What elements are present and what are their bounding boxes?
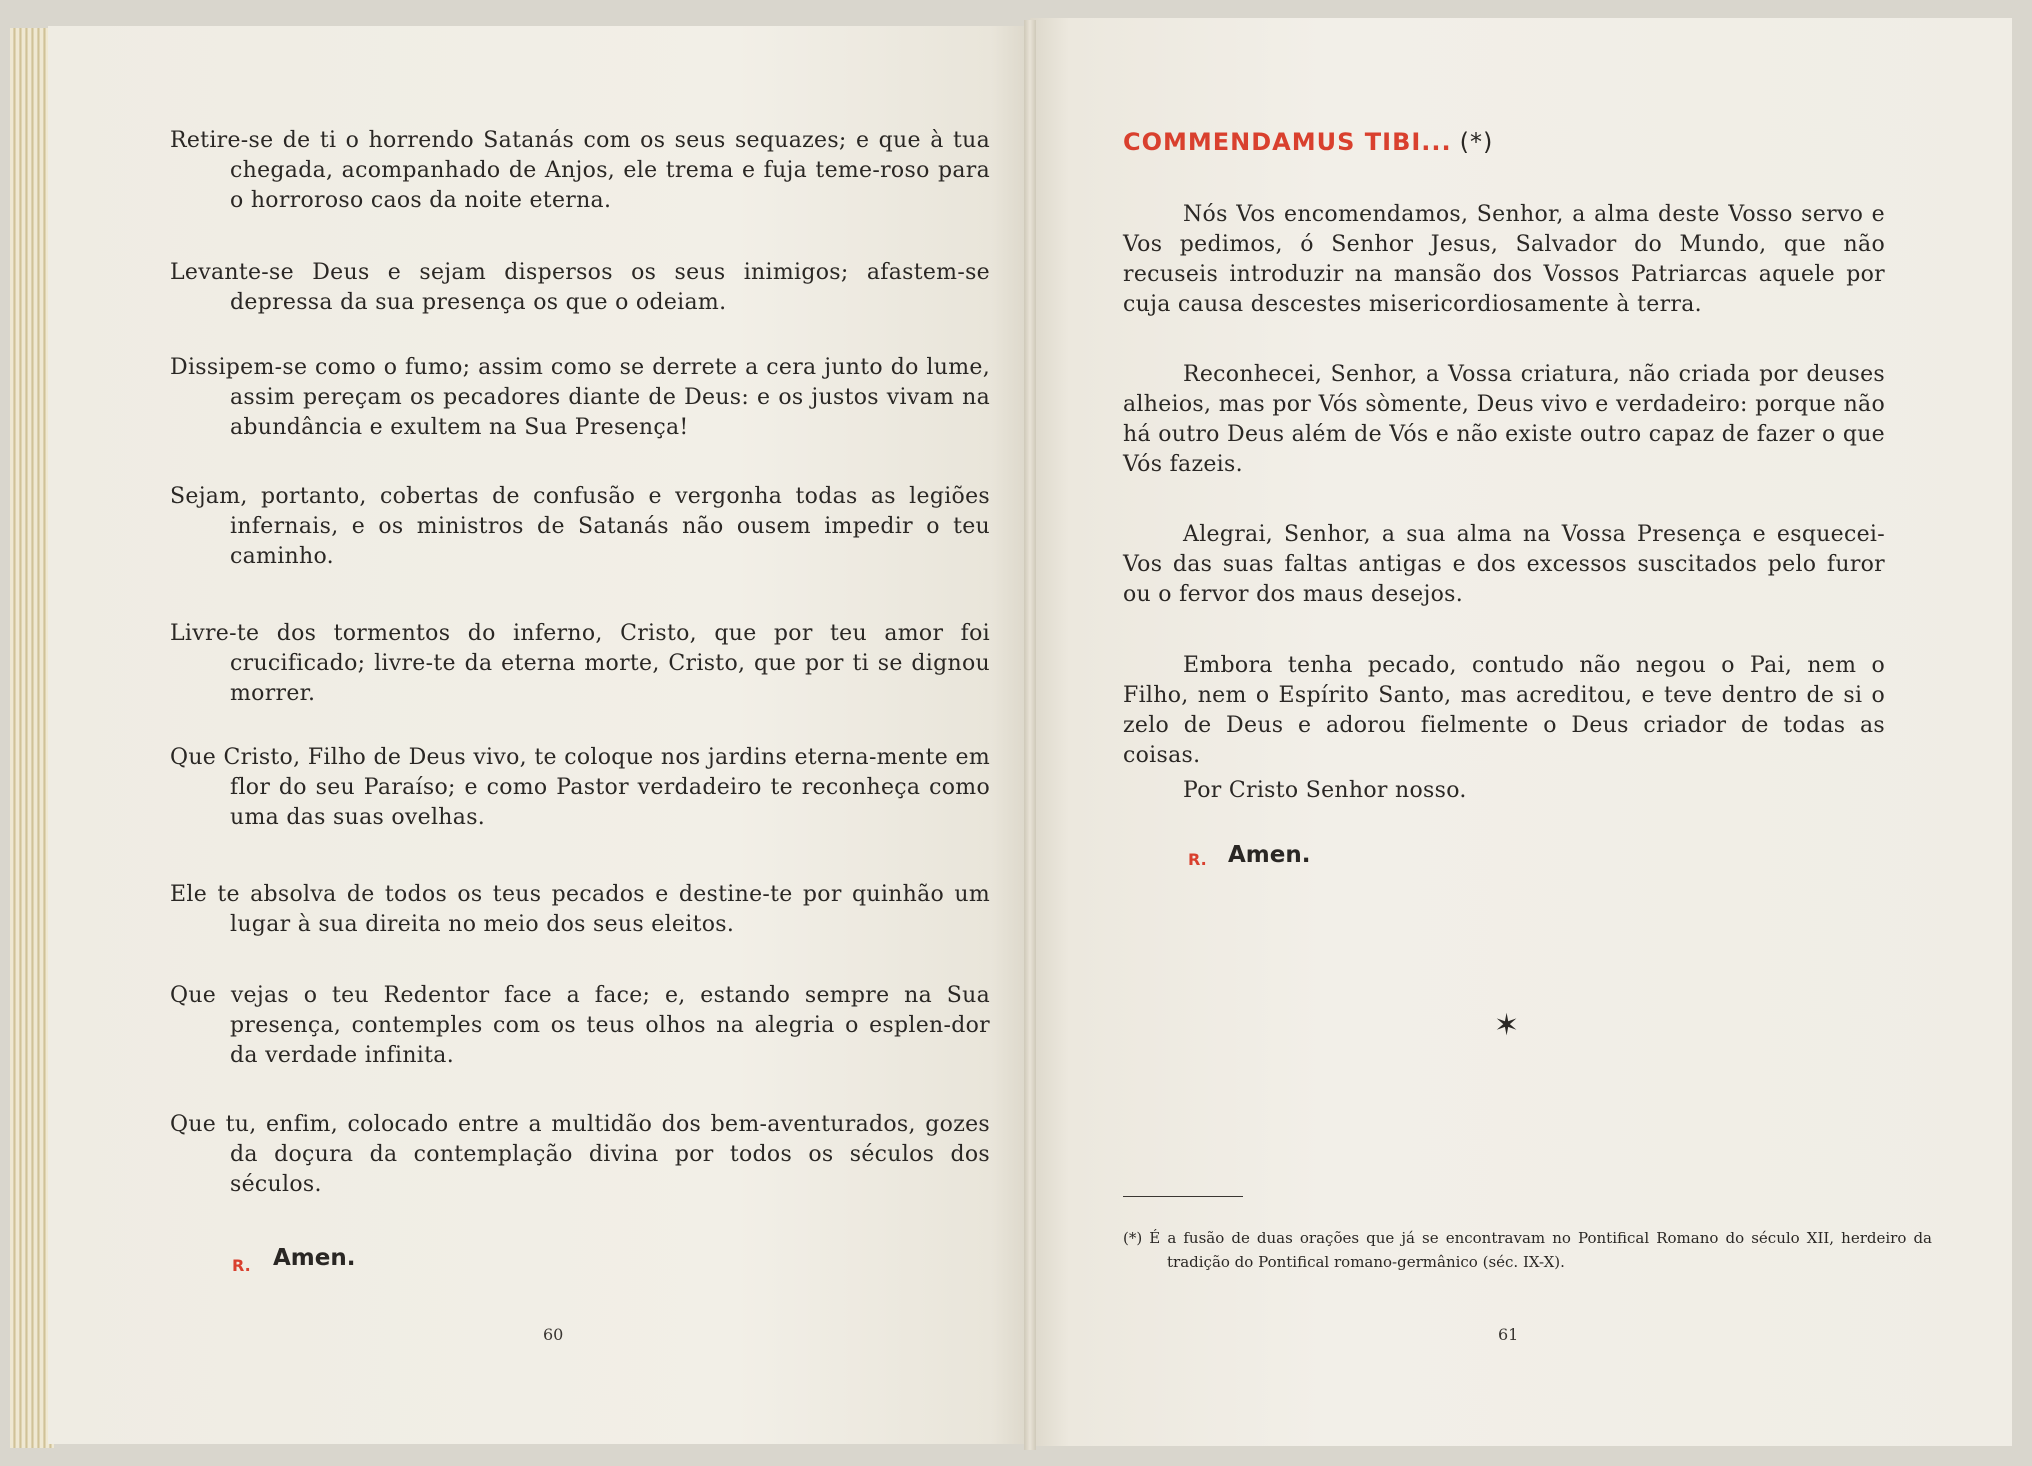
footnote-rule xyxy=(1123,1196,1243,1197)
left-paragraph-2: Levante-se Deus e sejam dispersos os seus inimigos; afastem-se depressa da sua presença os que o odeiam. xyxy=(170,260,990,315)
footnote: (*) É a fusão de duas orações que já se encontravam no Pontifical Romano do século XII, herdeiro da tradição do Pontifical romano-germânico (séc. IX-X). xyxy=(1123,1229,1932,1271)
amen-left: Amen. xyxy=(273,1245,356,1271)
response-mark-right: R. xyxy=(1188,850,1207,869)
left-paragraph-7: Ele te absolva de todos os teus pecados e destine-te por quinhão um lugar à sua direita no meio dos seus eleitos. xyxy=(170,882,990,937)
right-paragraph-3: Alegrai, Senhor, a sua alma na Vossa Presença e esquecei-Vos das suas faltas antigas e dos excessos suscitados pelo furor ou o fervor dos maus desejos. xyxy=(1123,522,1885,607)
book-gutter xyxy=(1024,20,1036,1450)
star-ornament-icon: ✶ xyxy=(1494,1008,1520,1043)
page-number-left: 60 xyxy=(543,1325,564,1344)
left-paragraph-5: Livre-te dos tormentos do inferno, Cristo, que por teu amor foi crucificado; livre-te da eterna morte, Cristo, que por ti se dignou morrer. xyxy=(170,621,990,706)
right-paragraph-4: Embora tenha pecado, contudo não negou o Pai, nem o Filho, nem o Espírito Santo, mas acreditou, e teve dentro de si o zelo de Deus e adorou fielmente o Deus criador de todas as coisas. xyxy=(1123,653,1885,768)
left-page xyxy=(48,26,1030,1444)
left-paragraph-4: Sejam, portanto, cobertas de confusão e vergonha todas as legiões infernais, e os ministros de Satanás não ousem impedir o teu caminho. xyxy=(170,484,990,569)
heading-footnote-marker: (*) xyxy=(1459,128,1494,156)
prayer-heading xyxy=(1123,128,1493,156)
left-paragraph-1: Retire-se de ti o horrendo Satanás com os seus sequazes; e que à tua chegada, acompanhado de Anjos, ele trema e fuja teme-roso para o horroroso caos da noite eterna. xyxy=(170,128,990,213)
left-paragraph-9: Que tu, enfim, colocado entre a multidão dos bem-aventurados, gozes da doçura da contemplação divina por todos os séculos dos séculos. xyxy=(170,1112,990,1197)
amen-right: Amen. xyxy=(1228,842,1311,868)
right-paragraph-2: Reconhecei, Senhor, a Vossa criatura, não criada por deuses alheios, mas por Vós sòmente, Deus vivo e verdadeiro: porque não há outro Deus além de Vós e não existe outro capaz de fazer o que Vós fazeis. xyxy=(1123,362,1885,477)
left-paragraph-3: Dissipem-se como o fumo; assim como se derrete a cera junto do lume, assim pereçam os pecadores diante de Deus: e os justos vivam na abundância e exultem na Sua Presença! xyxy=(170,355,990,440)
page-number-right: 61 xyxy=(1498,1325,1519,1344)
response-mark-left: R. xyxy=(232,1256,251,1275)
prayer-heading-title: COMMENDAMUS TIBI... xyxy=(1123,128,1452,156)
right-paragraph-1: Nós Vos encomendamos, Senhor, a alma deste Vosso servo e Vos pedimos, ó Senhor Jesus, Salvador do Mundo, que não recuseis introduzir na mansão dos Vossos Patriarcas aquele por cuja causa descestes misericordiosamente à terra. xyxy=(1123,202,1885,317)
left-paragraph-6: Que Cristo, Filho de Deus vivo, te coloque nos jardins eterna-mente em flor do seu Paraíso; e como Pastor verdadeiro te reconheça como uma das suas ovelhas. xyxy=(170,745,990,830)
left-paragraph-8: Que vejas o teu Redentor face a face; e, estando sempre na Sua presença, contemples com os teus olhos na alegria o esplen-dor da verdade infinita. xyxy=(170,983,990,1068)
right-paragraph-5: Por Cristo Senhor nosso. xyxy=(1183,778,1467,803)
